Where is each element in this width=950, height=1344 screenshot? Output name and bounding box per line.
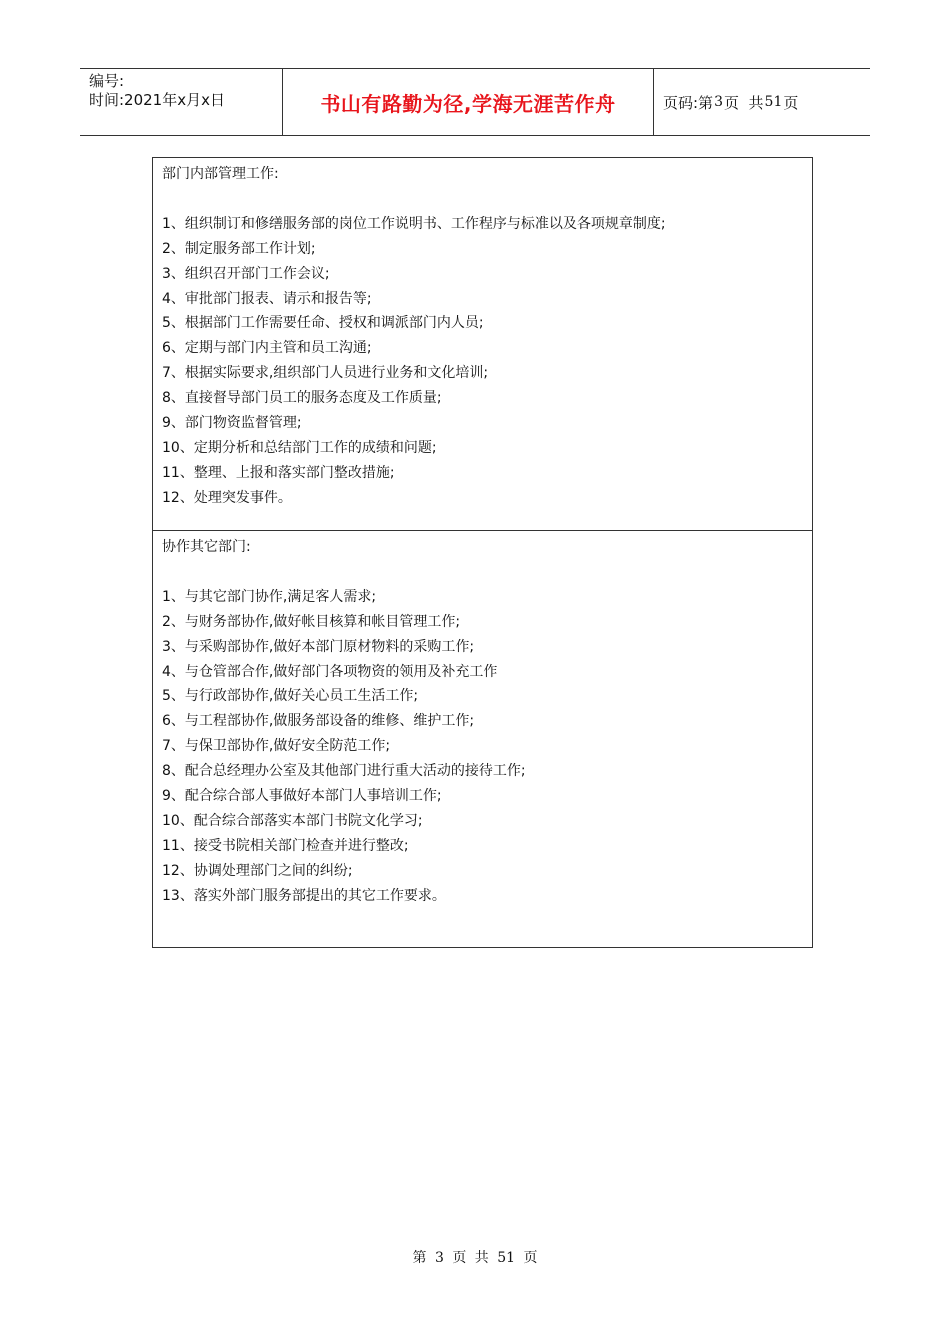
header-motto-cell (283, 69, 654, 135)
list-item: 5、根据部门工作需要任命、授权和调派部门内人员; (162, 315, 484, 332)
footer-current-page: 3 (434, 1250, 444, 1266)
list-item: 12、协调处理部门之间的纠纷; (162, 862, 353, 879)
motto-text: 书山有路勤为径,学海无涯苦作舟 (320, 91, 616, 116)
list-item: 3、与采购部协作,做好本部门原材物料的采购工作; (162, 638, 475, 655)
list-item: 2、制定服务部工作计划; (162, 240, 316, 257)
list-item: 1、组织制订和修缮服务部的岗位工作说明书、工作程序与标准以及各项规章制度; (162, 215, 666, 232)
list-item: 10、配合综合部落实本部门书院文化学习; (162, 812, 423, 829)
list-item: 8、直接督导部门员工的服务态度及工作质量; (162, 390, 442, 407)
list-item: 11、整理、上报和落实部门整改措施; (162, 464, 395, 481)
page-header (80, 68, 870, 136)
page-footer (0, 1247, 950, 1267)
internal-management-section (153, 158, 812, 531)
list-item: 6、定期与部门内主管和员工沟通; (162, 340, 372, 357)
footer-prefix: 第 (412, 1250, 427, 1266)
doc-number-label: 编号: (89, 72, 125, 90)
current-page-number: 3 (714, 94, 723, 110)
page-prefix: 页码:第 (663, 93, 714, 112)
list-item: 9、配合综合部人事做好本部门人事培训工作; (162, 788, 442, 805)
doc-time-label: 时间:2021年x月x日 (89, 91, 225, 109)
list-item: 8、配合总经理办公室及其他部门进行重大活动的接待工作; (162, 763, 526, 780)
list-item: 6、与工程部协作,做服务部设备的维修、维护工作; (162, 713, 475, 730)
list-item: 10、定期分析和总结部门工作的成绩和问题; (162, 439, 437, 456)
list-item: 4、与仓管部合作,做好部门各项物资的领用及补充工作 (162, 663, 498, 680)
list-item: 2、与财务部协作,做好帐目核算和帐目管理工作; (162, 613, 461, 630)
section-heading: 协作其它部门: (162, 539, 251, 555)
list-item: 9、部门物资监督管理; (162, 415, 302, 432)
list-item: 4、审批部门报表、请示和报告等; (162, 290, 372, 307)
section-heading: 部门内部管理工作: (162, 166, 279, 182)
duty-table (152, 157, 813, 948)
list-item: 1、与其它部门协作,满足客人需求; (162, 588, 377, 605)
header-meta (80, 69, 283, 135)
footer-total-pages: 51 (497, 1250, 516, 1266)
cooperation-section (153, 531, 812, 947)
footer-suffix: 页 (523, 1250, 538, 1266)
total-pages-number: 51 (764, 94, 783, 110)
list-item: 5、与行政部协作,做好关心员工生活工作; (162, 688, 419, 705)
footer-middle: 页 共 (452, 1250, 489, 1266)
list-item: 7、根据实际要求,组织部门人员进行业务和文化培训; (162, 365, 489, 382)
page-suffix: 页 (783, 93, 799, 112)
list-item: 13、落实外部门服务部提出的其它工作要求。 (162, 887, 446, 904)
list-item: 7、与保卫部协作,做好安全防范工作; (162, 738, 391, 755)
list-item: 12、处理突发事件。 (162, 489, 292, 506)
header-page-info (654, 69, 870, 135)
list-item: 11、接受书院相关部门检查并进行整改; (162, 837, 409, 854)
page-middle: 页 共 (723, 93, 764, 112)
list-item: 3、组织召开部门工作会议; (162, 265, 330, 282)
